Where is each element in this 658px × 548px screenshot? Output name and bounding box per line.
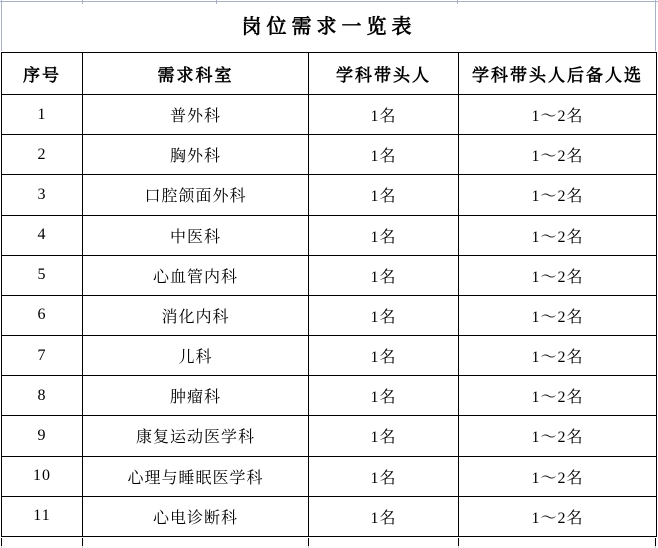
table-row: [2, 175, 657, 215]
cell-backup: 1～2名: [459, 416, 657, 456]
cell-leader: 1名: [309, 295, 459, 335]
cell-backup: 1～2名: [459, 336, 657, 376]
header-dept: 需求科室: [83, 53, 309, 95]
cell-leader: 1名: [309, 175, 459, 215]
cell-dept: 心理与睡眠医学科: [83, 456, 309, 496]
table-row: [2, 215, 657, 255]
table-row: [2, 336, 657, 376]
cell-no: 9: [2, 416, 83, 456]
cutoff-row-border: [308, 538, 309, 546]
cell-leader: 1名: [309, 336, 459, 376]
cell-leader: 1名: [309, 456, 459, 496]
table-row: [2, 376, 657, 416]
cell-leader: 1名: [309, 496, 459, 536]
cell-backup: 1～2名: [459, 135, 657, 175]
cell-backup: 1～2名: [459, 255, 657, 295]
cell-backup: 1～2名: [459, 175, 657, 215]
cell-no: 7: [2, 336, 83, 376]
table-row: [2, 416, 657, 456]
cell-dept: 中医科: [83, 215, 309, 255]
table-row: [2, 496, 657, 536]
cell-leader: 1名: [309, 95, 459, 135]
table-row: [2, 255, 657, 295]
cell-dept: 胸外科: [83, 135, 309, 175]
header-no: 序号: [2, 53, 83, 95]
cell-backup: 1～2名: [459, 215, 657, 255]
cell-leader: 1名: [309, 416, 459, 456]
header-backup: 学科带头人后备人选: [459, 53, 657, 95]
cell-no: 10: [2, 456, 83, 496]
cutoff-row-border: [458, 538, 459, 546]
cell-backup: 1～2名: [459, 95, 657, 135]
cell-no: 1: [2, 95, 83, 135]
cell-no: 5: [2, 255, 83, 295]
cell-no: 3: [2, 175, 83, 215]
cell-dept: 儿科: [83, 336, 309, 376]
cell-dept: 心电诊断科: [83, 496, 309, 536]
table-title: 岗位需求一览表: [241, 16, 417, 38]
table-row: [2, 295, 657, 335]
cell-backup: 1～2名: [459, 295, 657, 335]
cell-dept: 消化内科: [83, 295, 309, 335]
cell-no: 11: [2, 496, 83, 536]
cell-dept: 普外科: [83, 95, 309, 135]
cutoff-row-border: [655, 538, 656, 546]
table-row: [2, 95, 657, 135]
cell-dept: 肿瘤科: [83, 376, 309, 416]
cell-dept: 心血管内科: [83, 255, 309, 295]
cell-backup: 1～2名: [459, 376, 657, 416]
cell-leader: 1名: [309, 215, 459, 255]
cell-leader: 1名: [309, 135, 459, 175]
cell-leader: 1名: [309, 376, 459, 416]
cell-no: 6: [2, 295, 83, 335]
cell-no: 2: [2, 135, 83, 175]
requirements-table: [1, 52, 657, 537]
table-row: [2, 456, 657, 496]
cell-dept: 口腔颌面外科: [83, 175, 309, 215]
cell-backup: 1～2名: [459, 456, 657, 496]
cutoff-row-border: [82, 538, 83, 546]
cell-no: 4: [2, 215, 83, 255]
header-leader: 学科带头人: [309, 53, 459, 95]
cutoff-row-border: [1, 538, 2, 546]
cell-leader: 1名: [309, 255, 459, 295]
header-row: [2, 53, 657, 95]
cell-no: 8: [2, 376, 83, 416]
cell-dept: 康复运动医学科: [83, 416, 309, 456]
table-row: [2, 135, 657, 175]
cell-backup: 1～2名: [459, 496, 657, 536]
